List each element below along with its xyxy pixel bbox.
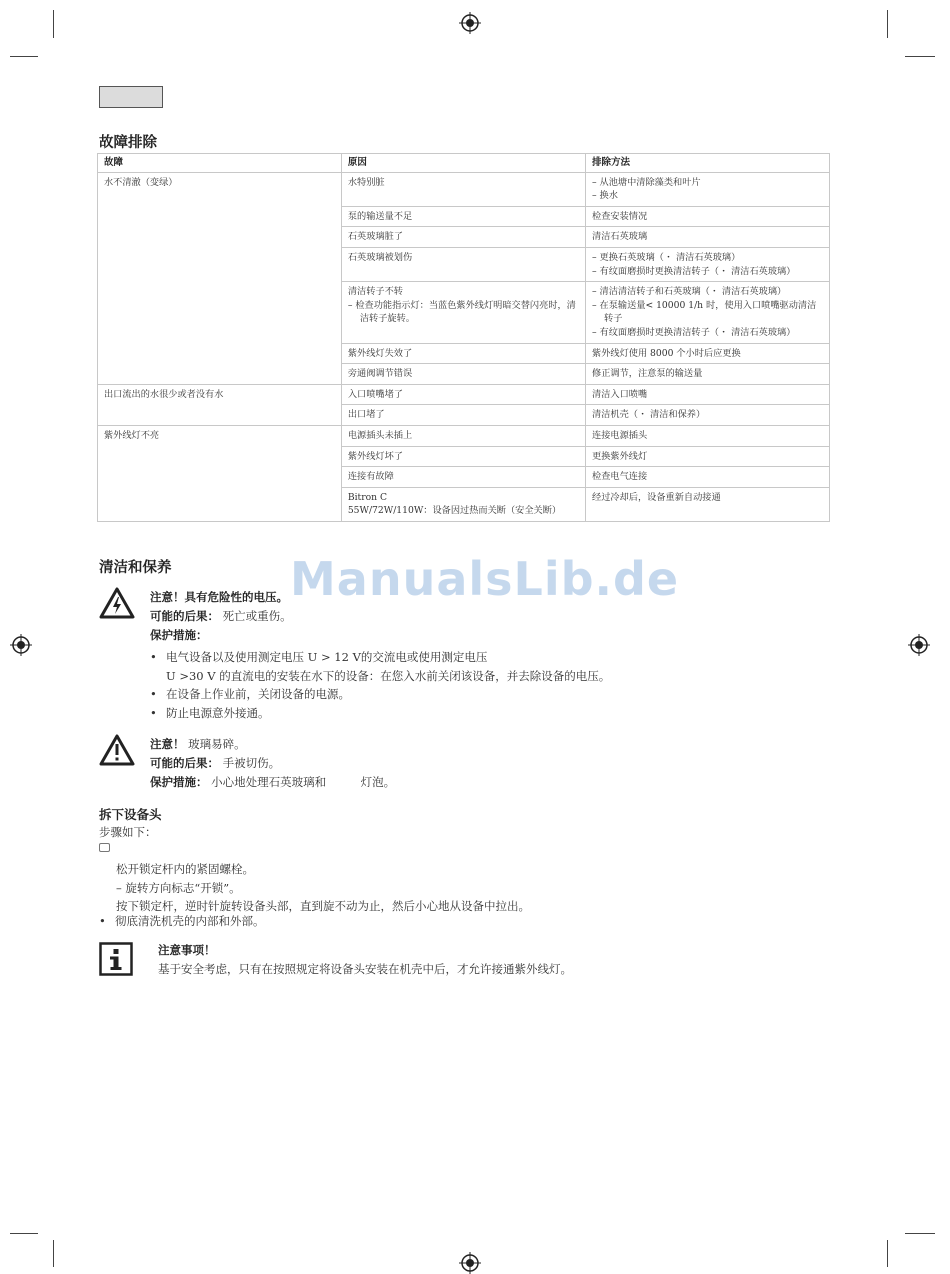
cell-line: 出口堵了 [347,409,385,421]
cell-line: 泵的输送量不足 [347,210,413,222]
cell-line: 电源插头未插上 [347,429,413,441]
note-title: 注意事项！ [158,943,216,957]
cell-line: 连接有故障 [347,471,394,483]
cell-line: – 从池塘中清除藻类和叶片 [592,176,701,188]
warning-voltage-block [150,588,292,645]
crop-mark [905,56,935,57]
crop-mark [887,1240,888,1267]
cell-line: 更换紫外线灯 [592,450,648,462]
remedy-cell [586,425,830,446]
cell-line: 检查电气连接 [592,471,648,483]
cause-cell [341,247,585,281]
table-row [98,425,830,446]
cell-line: 经过冷却后，设备重新自动接通 [592,491,721,503]
list-item [150,648,610,685]
cell-line: 清洁入口喷嘴 [592,388,648,400]
high-voltage-warning-icon [99,586,135,620]
crop-mark [10,56,38,57]
cell-line: 入口喷嘴堵了 [347,388,403,400]
cell-line: 紫外线灯坏了 [347,450,403,462]
list-item [150,685,610,704]
cell-line: – 在泵输送量< 10000 1/h 时，使用入口喷嘴驱动清洁转子 [592,299,817,325]
info-icon [99,942,133,976]
caution-warning-icon [99,733,135,767]
cell-line: 紫外线灯使用 8000 个小时后应更换 [592,347,741,359]
cause-cell [341,425,585,446]
cause-cell [341,405,585,426]
fault-cell: 水不清澈（变绿） [98,172,342,384]
cell-line: 紫外线灯失效了 [347,347,413,359]
cell-line: – 有纹面磨损时更换清洁转子（・ 清洁石英玻璃） [592,265,796,277]
measures-label: 保护措施： [150,775,208,789]
remedy-cell [586,364,830,385]
cell-line: 连接电源插头 [592,429,648,441]
language-tab-box [99,86,163,108]
list-item-text: 防止电源意外接通。 [166,705,270,720]
list-item-text: 彻底清洗机壳的内部和外部。 [115,914,265,928]
cell-line: 清洁石英玻璃 [592,231,648,243]
section-title-remove-head: 拆下设备头 [99,807,162,822]
consequence-label: 可能的后果： [150,756,219,770]
note-text: 基于安全考虑，只有在按照规定将设备头安装在机壳中后，才允许接通紫外线灯。 [158,962,572,976]
remedy-cell [586,405,830,426]
fault-cell: 紫外线灯不亮 [98,425,342,521]
table-header-cell: 故障 [98,154,342,173]
section-title-cleaning: 清洁和保养 [99,560,172,576]
crop-mark [905,1233,935,1234]
table-row [98,172,830,206]
warning-title-text: 玻璃易碎。 [188,737,246,751]
remedy-cell [586,384,830,405]
cell-line: – 有纹面磨损时更换清洁转子（・ 清洁石英玻璃） [592,326,796,338]
warning-title: 注意！具有危险性的电压。 [150,590,288,604]
measures-text: 小心地处理石英玻璃和 灯泡。 [211,775,396,789]
cause-cell [341,467,585,488]
cause-cell [341,282,585,343]
cause-cell [341,384,585,405]
measures-label: 保护措施： [150,628,208,642]
table-row [98,384,830,405]
cell-line: Bitron C [347,491,388,503]
cell-line: 修正调节，注意泵的输送量 [592,368,703,380]
remedy-cell [586,247,830,281]
list-item [99,913,265,929]
remedy-cell [586,172,830,206]
crop-mark [10,1233,38,1234]
watermark-text: ManualsLib.de [290,552,680,606]
troubleshooting-table [97,153,830,522]
cell-line: 检查安装情况 [592,210,648,222]
registration-mark-icon [908,634,930,656]
cause-cell [341,343,585,364]
remedy-cell [586,206,830,227]
step-item: – 旋转方向标志“开锁”。 [116,880,241,895]
cell-line: 清洁机壳（・ 清洁和保养） [592,409,706,421]
table-header-cell: 原因 [341,154,585,173]
remedy-cell [586,282,830,343]
warning-title-label: 注意！ [150,737,185,751]
cell-line: 石英玻璃脏了 [347,231,403,243]
fault-cell: 出口流出的水很少或者没有水 [98,384,342,425]
bullet-icon: • [150,705,157,720]
bullet-icon: • [150,687,157,701]
remedy-cell [586,446,830,467]
consequence-label: 可能的后果： [150,609,219,623]
registration-mark-icon [10,634,32,656]
note-block [158,941,572,979]
list-item-text: U >30 V 的直流电的安装在水下的设备：在您入水前关闭该设备，并去除设备的电压。 [166,668,611,683]
cause-cell [341,206,585,227]
step-checkbox-icon [99,843,110,852]
registration-mark-icon [459,12,481,34]
remedy-cell [586,227,830,248]
table-header-row [98,154,830,173]
list-item-text: 电气设备以及使用测定电压 U > 12 V的交流电或使用测定电压 [166,650,488,664]
cell-line: 55W/72W/110W：设备因过热而关断（安全关断） [347,505,562,517]
registration-mark-icon [459,1252,481,1274]
cell-line: 水特别脏 [347,176,385,188]
remedy-cell [586,487,830,521]
steps-list [116,860,530,916]
cause-cell [341,446,585,467]
section-title-troubleshooting: 故障排除 [99,135,157,151]
list-item-text: 在设备上作业前，关闭设备的电源。 [166,687,350,701]
cause-cell [341,227,585,248]
cause-cell [341,487,585,521]
warning-glass-block [150,735,395,792]
list-item [150,704,610,723]
cell-line: 石英玻璃被划伤 [347,251,413,263]
cell-line: – 换水 [592,190,618,202]
crop-mark [53,1240,54,1267]
remedy-cell [586,343,830,364]
cell-line: – 清洁清洁转子和石英玻璃（・ 清洁石英玻璃） [592,286,787,298]
step-item: 松开锁定杆内的紧固螺栓。 [116,862,254,876]
cell-line: – 检查功能指示灯：当蓝色紫外线灯明暗交替闪亮时，清洁转子旋转。 [347,299,576,325]
bullet-icon: • [99,914,106,928]
cause-cell [341,364,585,385]
cell-line: 清洁转子不转 [347,286,403,298]
crop-mark [53,10,54,38]
consequence-text: 手被切伤。 [222,756,281,770]
remedy-cell [586,467,830,488]
table-header-cell: 排除方法 [586,154,830,173]
consequence-text: 死亡或重伤。 [222,609,292,623]
bullet-icon: • [150,650,157,664]
crop-mark [887,10,888,38]
warning-bullets [150,648,610,722]
cell-line: 旁通阀调节错误 [347,368,413,380]
cause-cell [341,172,585,206]
cell-line: – 更换石英玻璃（・ 清洁石英玻璃） [592,251,741,263]
steps-intro: 步骤如下： [99,825,157,839]
step-item: 按下锁定杆，逆时针旋转设备头部，直到旋不动为止，然后小心地从设备中拉出。 [116,899,530,913]
